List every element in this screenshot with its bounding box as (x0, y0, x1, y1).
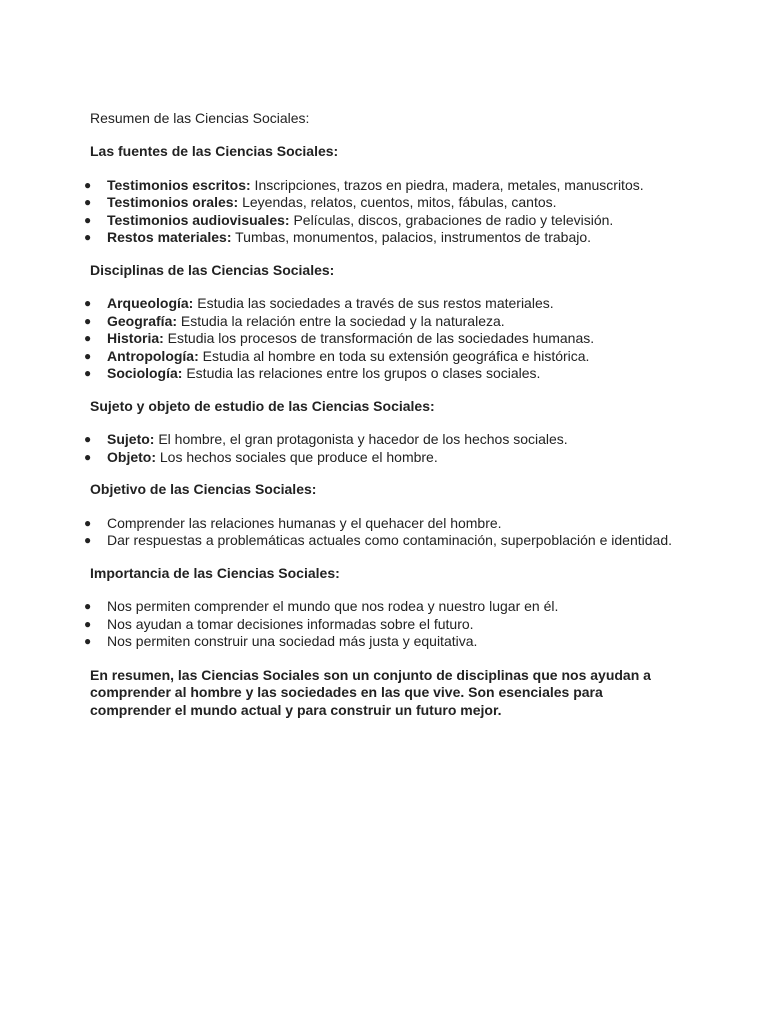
list-item-term: Antropología: (107, 347, 199, 364)
section-title: Importancia de las Ciencias Sociales: (90, 564, 340, 581)
list-item-term: Restos materiales: (107, 229, 232, 245)
conclusion-paragraph: En resumen, las Ciencias Sociales son un conjunto de disciplinas que nos ayudan a comprender al hombre y las sociedades en las que vive. Son esenciales para comprender el mundo actual y para construir un futuro mejor. (90, 666, 651, 718)
bullet-list (84, 514, 690, 550)
bullet-icon: ● (84, 515, 92, 530)
list-item-text: Estudia las relaciones entre los grupos o clases sociales. (182, 365, 541, 381)
bullet-list (84, 598, 690, 651)
bullet-icon: ● (84, 313, 92, 328)
list-item-text: Estudia las sociedades a través de sus restos materiales. (193, 295, 554, 311)
bullet-icon: ● (84, 331, 92, 345)
bullet-icon: ● (84, 634, 92, 648)
list-item-term: Arqueología: (107, 295, 194, 311)
list-item (84, 365, 690, 383)
bullet-icon: ● (84, 449, 92, 464)
list-item-text: Nos permiten comprender el mundo que nos rodea y nuestro lugar en él. (107, 598, 559, 614)
list-item-text: Estudia los procesos de transformación de las sociedades humanas. (163, 330, 595, 346)
list-item-term: Testimonios escritos: (107, 176, 251, 193)
list-item-term: Sujeto: (107, 431, 155, 447)
list-item-text: Estudia la relación entre la sociedad y la naturaleza. (177, 312, 505, 329)
bullet-list (84, 176, 690, 247)
bullet-icon: ● (84, 348, 92, 363)
bullet-icon: ● (84, 366, 92, 380)
list-item-text: Estudia al hombre en toda su extensión geográfica e histórica. (198, 347, 590, 364)
bullet-icon: ● (84, 533, 92, 547)
list-item-term: Geografía: (107, 312, 178, 329)
bullet-list (84, 295, 690, 383)
section-fuentes (84, 143, 690, 247)
bullet-icon: ● (84, 212, 92, 227)
list-item-term: Testimonios orales: (107, 194, 239, 210)
bullet-icon: ● (84, 432, 92, 446)
list-item (84, 532, 690, 550)
list-item (84, 514, 690, 533)
list-item (84, 448, 690, 467)
section-title: Objetivo de las Ciencias Sociales: (90, 481, 317, 497)
bullet-icon: ● (84, 177, 92, 192)
list-item-term: Testimonios audiovisuales: (107, 211, 290, 228)
list-item-term: Objeto: (107, 448, 156, 465)
list-item-text: Nos permiten construir una sociedad más justa y equitativa. (107, 633, 478, 649)
section-title: Las fuentes de las Ciencias Sociales: (90, 143, 339, 159)
intro-text: Resumen de las Ciencias Sociales: (90, 110, 310, 126)
list-item (84, 598, 690, 616)
list-item-term: Historia: (107, 330, 164, 346)
list-item (84, 194, 690, 212)
list-item (84, 176, 690, 195)
section-disciplinas (84, 261, 690, 383)
list-item (84, 633, 690, 651)
section-sujeto-objeto (84, 397, 690, 467)
list-item (84, 229, 690, 247)
list-item-text: Inscripciones, trazos en piedra, madera, metales, manuscritos. (250, 176, 644, 193)
list-item (84, 347, 690, 366)
list-item-text: Películas, discos, grabaciones de radio y televisión. (289, 211, 614, 228)
document-page (84, 110, 690, 719)
section-objetivo (84, 481, 690, 550)
bullet-icon: ● (84, 616, 92, 631)
list-item-term: Sociología: (107, 365, 183, 381)
list-item-text: Tumbas, monumentos, palacios, instrumentos de trabajo. (231, 229, 592, 245)
list-item (84, 431, 690, 449)
bullet-list (84, 431, 690, 466)
list-item (84, 211, 690, 230)
list-item (84, 312, 690, 331)
section-importancia (84, 564, 690, 651)
bullet-icon: ● (84, 599, 92, 613)
list-item-text: El hombre, el gran protagonista y hacedor de los hechos sociales. (154, 431, 568, 447)
list-item-text: Los hechos sociales que produce el hombre. (156, 448, 438, 465)
list-item (84, 615, 690, 634)
bullet-icon: ● (84, 230, 92, 244)
list-item-text: Comprender las relaciones humanas y el quehacer del hombre. (107, 514, 502, 531)
section-title: Disciplinas de las Ciencias Sociales: (90, 261, 335, 278)
list-item-text: Dar respuestas a problemáticas actuales como contaminación, superpoblación e identidad. (107, 532, 672, 548)
list-item-text: Leyendas, relatos, cuentos, mitos, fábulas, cantos. (238, 194, 557, 210)
list-item (84, 295, 690, 313)
bullet-icon: ● (84, 296, 92, 310)
section-title: Sujeto y objeto de estudio de las Ciencias Sociales: (90, 397, 435, 414)
list-item-text: Nos ayudan a tomar decisiones informadas sobre el futuro. (107, 615, 474, 632)
list-item (84, 330, 690, 348)
bullet-icon: ● (84, 195, 92, 209)
